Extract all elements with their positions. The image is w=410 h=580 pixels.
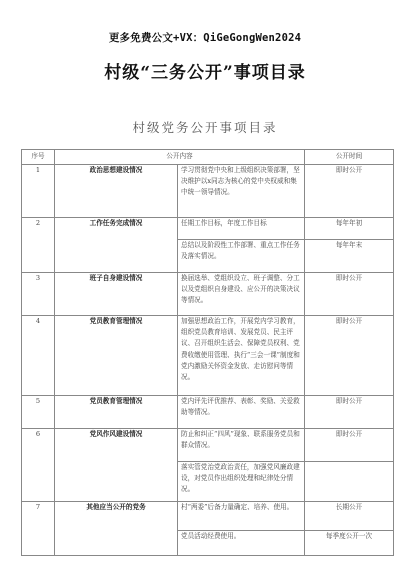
row-number: 5 xyxy=(22,396,55,429)
row-number: 6 xyxy=(22,429,55,502)
row-item: 党员教育管理情况 xyxy=(55,316,178,396)
promo-banner: 更多免费公文+VX：QiGeGongWen2024 xyxy=(108,32,302,44)
table-row xyxy=(22,316,394,396)
row-content: 防止和纠正“四风”现象、联系服务党员和群众情况。 xyxy=(178,429,305,462)
row-time: 即时公开 xyxy=(305,165,394,218)
row-item: 党员教育管理情况 xyxy=(55,396,178,429)
row-item: 党风作风建设情况 xyxy=(55,429,178,502)
row-time: 即时公开 xyxy=(305,396,394,429)
table-row xyxy=(22,396,394,429)
table-header-row xyxy=(22,150,394,165)
section-subtitle: 村级党务公开事项目录 xyxy=(132,120,278,135)
row-content: 换届选举、党组织设立、班子调整、分工以及党组织自身建设、应公开的决策决议等情况。 xyxy=(178,273,305,316)
row-content: 加强思想政治工作，开展党内学习教育，组织党员教育培训、发展党员、民主评议、召开组织生活会、保障党员权利、党费收缴使用管理、执行“三会一课”制度和党内激励关怀资金发放、走访慰问等情况。 xyxy=(178,316,305,396)
row-item: 政治思想建设情况 xyxy=(55,165,178,218)
row-time: 每年年末 xyxy=(305,240,394,273)
row-number: 3 xyxy=(22,273,55,316)
row-number: 4 xyxy=(22,316,55,396)
table-row xyxy=(22,165,394,218)
header-num: 序号 xyxy=(22,150,55,165)
header-content: 公开内容 xyxy=(55,150,305,165)
row-number: 2 xyxy=(22,218,55,273)
table-row xyxy=(22,429,394,462)
row-content: 党内评先评优推荐、表彰、奖励、关爱救助等情况。 xyxy=(178,396,305,429)
row-content: 任期工作目标，年度工作目标 xyxy=(178,218,305,240)
row-content: 党员活动经费使用。 xyxy=(178,531,305,556)
row-item: 班子自身建设情况 xyxy=(55,273,178,316)
row-time: 即时公开 xyxy=(305,316,394,396)
row-time: 即时公开 xyxy=(305,273,394,316)
row-time: 每季度公开一次 xyxy=(305,531,394,556)
header-time: 公开时间 xyxy=(305,150,394,165)
row-time: 长期公开 xyxy=(305,502,394,531)
disclosure-table xyxy=(21,149,394,556)
row-number: 1 xyxy=(22,165,55,218)
table-row xyxy=(22,218,394,240)
row-content: 落实管党治党政治责任，加强党风廉政建设，对党员作出组织处理和纪律处分情况。 xyxy=(178,462,305,502)
row-number: 7 xyxy=(22,502,55,556)
row-content: 总结以及阶段性工作部署、重点工作任务及落实情况。 xyxy=(178,240,305,273)
row-item: 其他应当公开的党务 xyxy=(55,502,178,556)
row-content: 学习贯彻党中央和上级组织决策部署，坚决维护以x同志为核心的党中央权威和集中统一领导情况。 xyxy=(178,165,305,218)
row-time: 即时公开 xyxy=(305,429,394,462)
row-time xyxy=(305,462,394,502)
table-row xyxy=(22,273,394,316)
row-item: 工作任务完成情况 xyxy=(55,218,178,273)
row-time: 每年年初 xyxy=(305,218,394,240)
table-row xyxy=(22,502,394,531)
document-title: 村级“三务公开”事项目录 xyxy=(104,63,306,83)
row-content: 村“两委”后备力量确定、培养、使用。 xyxy=(178,502,305,531)
